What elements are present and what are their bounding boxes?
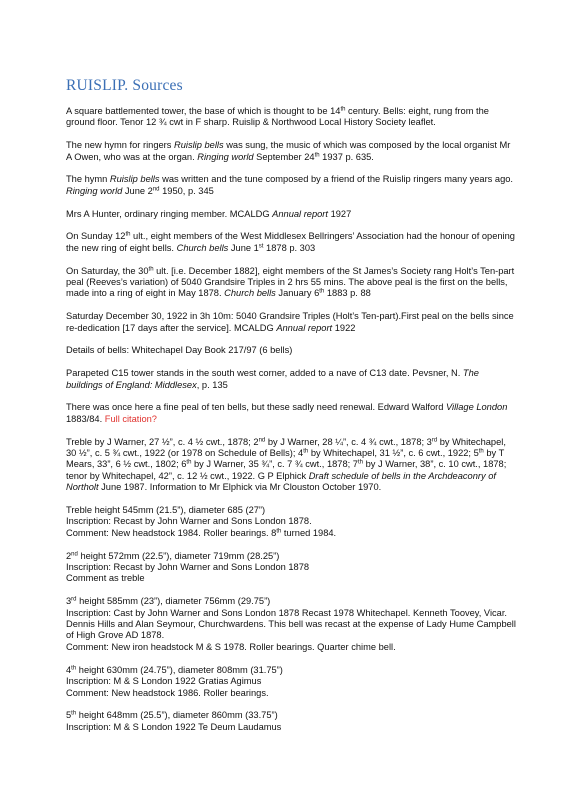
bell-entry-3rd xyxy=(66,596,518,653)
text-run: Inscription: Recast by John Warner and Sons London 1878 xyxy=(66,562,310,573)
italic-citation: Ringing world xyxy=(66,185,123,196)
bell-entry-line xyxy=(66,516,518,527)
text-run: by T Mears, 33”, 6 ½ cwt., 1802; 6 xyxy=(66,448,505,470)
text-run: January 6 xyxy=(275,288,320,299)
superscript: rd xyxy=(71,596,77,603)
italic-citation: Church bells xyxy=(224,288,276,299)
superscript: th xyxy=(276,528,282,535)
text-run: Inscription: M & S London 1922 Te Deum Laudamus xyxy=(66,721,282,732)
superscript: nd xyxy=(152,186,160,193)
bell-entry-line xyxy=(66,676,518,687)
text-run: height 585mm (23”), diameter 756mm (29.75”) xyxy=(76,596,271,607)
paragraph-opening-1878 xyxy=(66,231,518,254)
text-run: by Whitechapel, 31 ½”, c. 6 cwt., 1922; 5 xyxy=(308,448,479,459)
bell-entry-line xyxy=(66,665,518,676)
bell-entry-line xyxy=(66,722,518,733)
text-run: The new hymn for ringers xyxy=(66,140,174,151)
text-run: The hymn xyxy=(66,174,110,185)
text-run: On Sunday 12 xyxy=(66,231,126,242)
bell-entry-line xyxy=(66,710,518,721)
text-run: Comment: New headstock 1984. Roller bearings. 8 xyxy=(66,527,277,538)
bell-entry-2nd xyxy=(66,551,518,585)
text-run: 1883 p. 88 xyxy=(324,288,371,299)
bell-entry-treble xyxy=(66,505,518,539)
text-run: 5 xyxy=(66,710,72,721)
text-run: 2 xyxy=(66,550,72,561)
bell-entry-line xyxy=(66,642,518,653)
text-run: Inscription: M & S London 1922 Gratias Agimus xyxy=(66,676,262,687)
text-run: A square battlemented tower, the base of which is thought to be 14 xyxy=(66,106,341,116)
superscript: th xyxy=(357,459,363,466)
paragraph-hymn-1950 xyxy=(66,174,518,197)
bell-entry-line xyxy=(66,573,518,584)
superscript: th xyxy=(478,448,484,455)
superscript: rd xyxy=(431,437,438,444)
text-run: by J Warner, 28 ¼”, c. 4 ¾ cwt., 1878; 3 xyxy=(265,436,432,447)
bell-entry-line xyxy=(66,608,518,642)
bell-entry-line xyxy=(66,551,518,562)
text-run: was written and the tune composed by a friend of the Ruislip ringers many years ago. xyxy=(159,174,513,185)
text-run: Comment: New headstock 1986. Roller bearings. xyxy=(66,687,269,698)
text-run: 1950, p. 345 xyxy=(159,185,214,196)
text-run: height 572mm (22.5”), diameter 719mm (28.25”) xyxy=(77,550,280,561)
text-run: Comment: New iron headstock M & S 1978. Roller bearings. Quarter chime bell. xyxy=(66,641,396,652)
paragraph-ringing-member xyxy=(66,209,518,220)
superscript: nd xyxy=(258,437,266,444)
superscript: th xyxy=(148,266,154,273)
italic-citation: Village London xyxy=(446,402,508,413)
italic-citation: Ringing world xyxy=(197,151,254,162)
text-run: height 630mm (24.75”), diameter 808mm (31.75”) xyxy=(76,664,283,675)
paragraph-tower xyxy=(66,106,518,129)
paragraph-day-book xyxy=(66,345,518,356)
text-run: 1878 p. 303 xyxy=(263,242,316,253)
text-run: Treble by J Warner, 27 ½”, c. 4 ½ cwt., 1878; 2 xyxy=(66,436,259,447)
text-run: height 648mm (25.5”), diameter 860mm (33.75”) xyxy=(76,710,278,721)
text-run: 4 xyxy=(66,664,72,675)
text-run: June 1987. Information to Mr Elphick via Mr Clouston October 1970. xyxy=(98,482,382,493)
superscript: th xyxy=(340,106,346,113)
paragraph-first-peal-1882 xyxy=(66,266,518,300)
paragraph-elphick-schedule xyxy=(66,437,518,494)
superscript: th xyxy=(71,710,77,717)
text-run: Inscription: Recast by John Warner and Sons London 1878. xyxy=(66,516,312,527)
italic-citation: Draft schedule of bells in the Archdeaconry of Northolt xyxy=(66,470,496,493)
text-run: June 1 xyxy=(228,242,259,253)
bell-entry-5th xyxy=(66,710,518,733)
text-run: turned 1984. xyxy=(281,527,337,538)
superscript: th xyxy=(319,288,325,295)
text-run: Saturday December 30, 1922 in 3h 10m: 5040 Grandsire Triples (Holt’s Ten-part).First peal on the bells since re-dedication [17 days after the service]. MCALDG xyxy=(66,311,514,333)
text-run: Mrs A Hunter, ordinary ringing member. MCALDG xyxy=(66,208,273,219)
text-run: ult. [i.e. December 1882], eight members of the St James’s Society rang Holt’s Ten-part peal (Reeves’s variation) of 5040 Grandsire Triples in 2 hrs 55 mins. The above peal is the first on the bells, made into a ring of eight in May 1878. xyxy=(66,265,515,299)
superscript: nd xyxy=(71,551,78,558)
superscript: th xyxy=(71,665,77,672)
text-run: On Saturday, the 30 xyxy=(66,265,149,276)
text-run: by J Warner, 35 ¾”, c. 7 ¾ cwt., 1878; 7 xyxy=(191,459,358,470)
text-run: 1883/84. xyxy=(66,413,105,424)
paragraph-peal-1922 xyxy=(66,311,518,334)
bell-entry-line xyxy=(66,528,518,539)
text-run: 1922 xyxy=(332,322,356,333)
italic-citation: Ruislip bells xyxy=(109,174,160,185)
italic-citation: Annual report xyxy=(272,208,328,219)
bell-entry-line xyxy=(66,562,518,573)
page-title: RUISLIP. Sources xyxy=(66,77,183,94)
text-run: Details of bells: Whitechapel Day Book 217/97 (6 bells) xyxy=(66,345,293,356)
italic-citation: The buildings of England: Middlesex xyxy=(66,368,479,390)
text-run: Comment as treble xyxy=(66,573,145,584)
text-run: September 24 xyxy=(253,151,315,162)
text-run: was sung, the music of which was composed by the local organist Mr A Owen, who was at the organ. xyxy=(66,140,511,162)
text-run: Treble height 545mm (21.5”), diameter 685 (27”) xyxy=(66,505,266,516)
italic-citation: Church bells xyxy=(176,242,229,253)
italic-citation: Annual report xyxy=(276,322,333,333)
text-run: 3 xyxy=(66,596,72,607)
text-run: 1937 p. 635. xyxy=(319,151,374,162)
bell-entry-line xyxy=(66,688,518,699)
superscript: th xyxy=(303,448,309,455)
paragraph-walford xyxy=(66,402,518,425)
text-run: There was once here a fine peal of ten bells, but these sadly need renewal. Edward Walford xyxy=(66,402,447,413)
editor-note: Full citation? xyxy=(104,413,157,424)
text-run: century. Bells: eight, rung from the ground floor. Tenor 12 ¾ cwt in F sharp. Ruislip & Northwood Local History Society leaflet. xyxy=(66,106,489,128)
paragraph-hymn-1937 xyxy=(66,140,518,163)
paragraph-pevsner xyxy=(66,368,518,391)
text-run: 1927 xyxy=(327,208,352,219)
bell-entry-line xyxy=(66,505,518,516)
superscript: th xyxy=(125,231,131,238)
text-run: by J Warner, 38”, c. 10 cwt., 1878; tenor by Whitechapel, 42”, c. 12 ½ cwt., 1922. G P Elphick xyxy=(66,459,507,481)
bell-entry-line xyxy=(66,596,518,607)
text-run: Inscription: Cast by John Warner and Sons London 1878 Recast 1978 Whitechapel. Kenneth Toovey, Vicar. Dennis Hills and Alan Seymour, Churchwardens. This bell was recast at the expense of Lady Hume Campbell of High Grove AD 1878. xyxy=(66,607,516,641)
text-run: by Whitechapel, 30 ½”, c. 5 ¾ cwt., 1922 (or 1978 on Schedule of Bells); 4 xyxy=(66,436,506,459)
superscript: th xyxy=(314,152,320,159)
bell-entry-4th xyxy=(66,665,518,699)
text-run: Parapeted C15 tower stands in the south west corner, added to a nave of C13 date. Pevsner, N. xyxy=(66,368,463,379)
italic-citation: Ruislip bells xyxy=(174,140,224,151)
text-run: June 2 xyxy=(122,185,153,196)
text-run: , p. 135 xyxy=(196,379,228,390)
superscript: th xyxy=(186,459,192,466)
superscript: st xyxy=(258,243,264,250)
text-run: ult., eight members of the West Middlesex Bellringers’ Association had the honour of opening the new ring of eight bells. xyxy=(66,231,515,253)
